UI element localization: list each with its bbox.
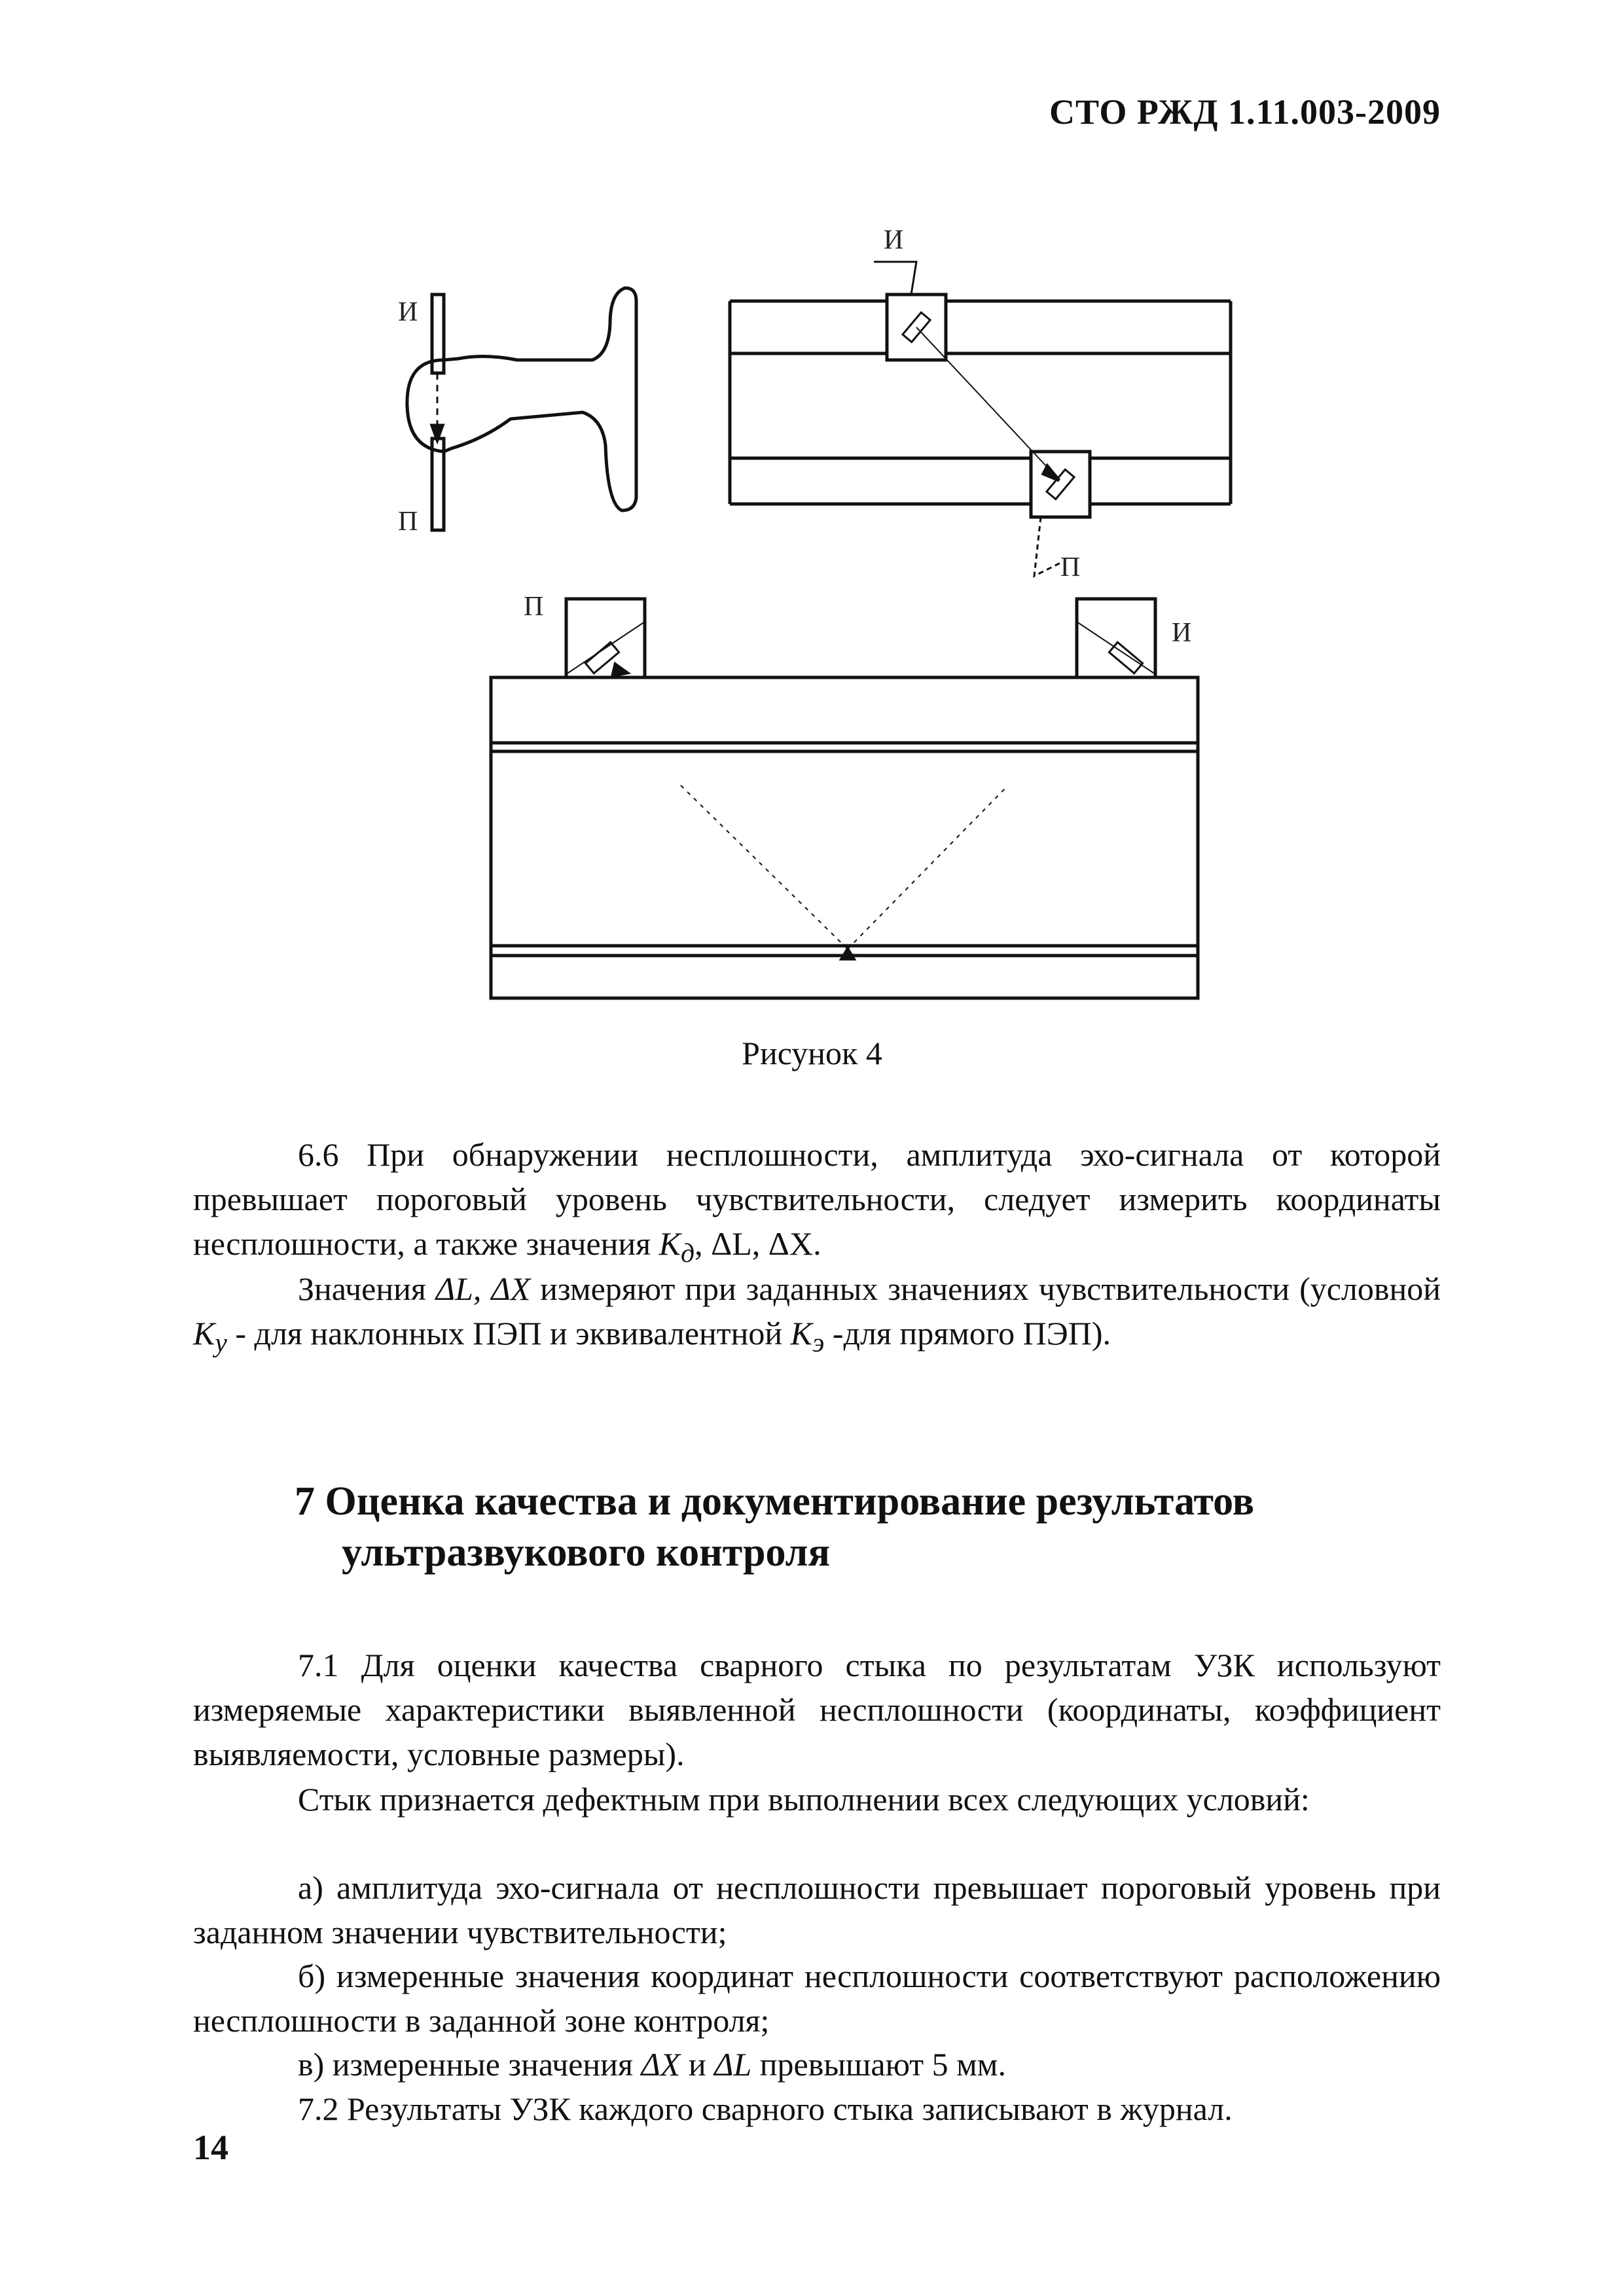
- page-number: 14: [193, 2128, 228, 2167]
- label-receiver-plan: П: [1060, 552, 1081, 583]
- paragraph-defect-conditions: Стык признается дефектным при выполнении всех следующих условий:: [298, 1781, 1310, 1818]
- label-emitter-side: И: [1172, 618, 1192, 648]
- rail-plan-view: [730, 262, 1231, 576]
- label-emitter-cross-section: И: [398, 297, 418, 327]
- rail-side-view: [491, 599, 1198, 998]
- rail-cross-section: [407, 288, 636, 530]
- figure-4-diagram: [367, 196, 1283, 1008]
- label-receiver-cross-section: П: [398, 507, 418, 537]
- condition-b: б) измеренные значения координат несплошности соответствуют расположению несплошности в заданной зоне контроля;: [193, 1958, 1441, 2039]
- paragraph-7-2: 7.2 Результаты УЗК каждого сварного стыка записывают в журнал.: [298, 2090, 1233, 2127]
- condition-v: в) измеренные значения ΔX и ΔL превышают 5 мм.: [298, 2046, 1006, 2083]
- condition-a: а) амплитуда эхо-сигнала от несплошности превышает пороговый уровень при заданном значении чувствительности;: [193, 1869, 1441, 1950]
- label-emitter-plan: И: [884, 225, 904, 255]
- paragraph-6-6: 6.6 При обнаружении несплошности, амплитуда эхо-сигнала от которой превышает пороговый уровень чувствительности, следует измерить координаты несплошности, а также значения $K_д$, ΔL, ΔX.: [193, 1136, 1441, 1268]
- figure-caption: Рисунок 4: [742, 1035, 882, 1071]
- paragraph-7-1: 7.1 Для оценки качества сварного стыка по результатам УЗК используют измеряемые характеристики выявленной несплошности (координаты, коэффициент выявляемости, условные размеры).: [193, 1647, 1441, 1772]
- document-code: СТО РЖД 1.11.003-2009: [1049, 92, 1441, 132]
- section-7-heading: 7 Оценка качества и документирование результатов ультразвукового контроля: [295, 1479, 1255, 1575]
- label-receiver-side: П: [524, 592, 544, 622]
- paragraph-values-sensitivity: Значения ΔL, ΔX измеряют при заданных значениях чувствительности (условной $K_у$ - для наклонных ПЭП и эквивалентной $K_э$ -для прямого ПЭП).: [193, 1270, 1441, 1358]
